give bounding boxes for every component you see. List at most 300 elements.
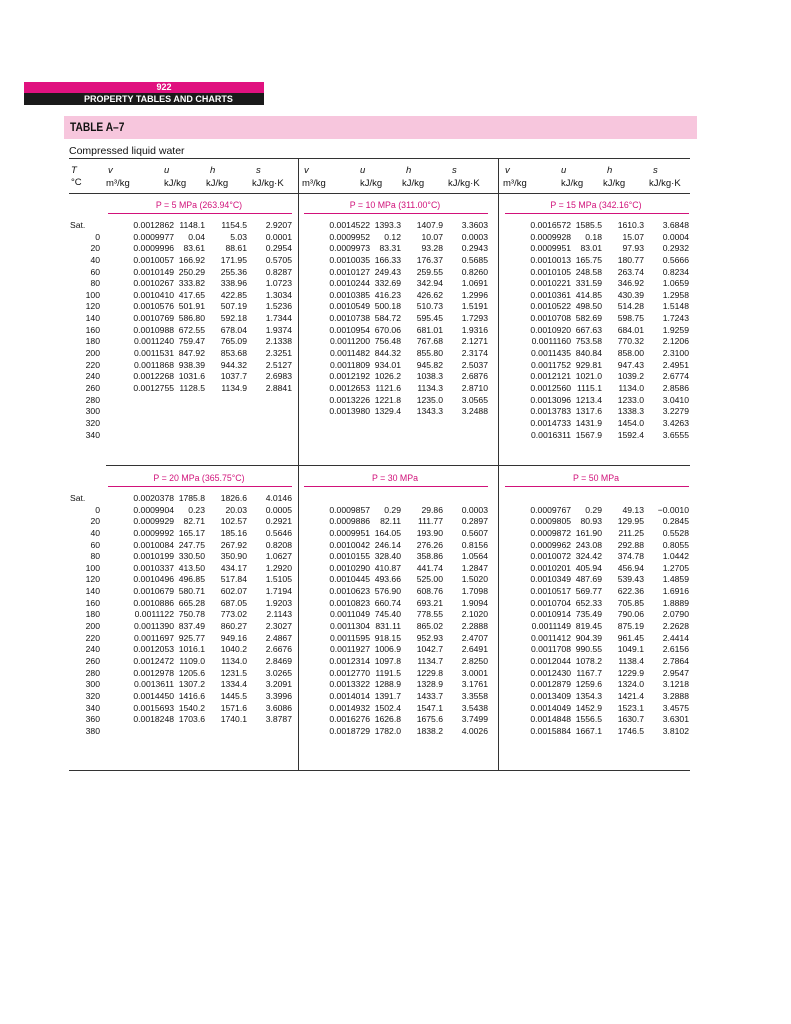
internal-energy-value [573,493,602,505]
internal-energy-column [573,220,602,441]
entropy-value: 1.5148 [662,301,689,312]
entropy-value: 1.2705 [662,562,689,573]
internal-energy-value [372,418,401,430]
entropy-column [646,220,689,441]
temperature-value: 320 [85,690,100,701]
temperature-value: 80 [90,278,100,289]
specific-volume-value: 0.0010623 [329,586,370,597]
specific-volume-value: 0.0011809 [330,359,370,370]
specific-volume-value [106,395,174,407]
specific-volume-value: 0.0010337 [133,562,174,573]
entropy-value: 2.8250 [461,655,488,666]
enthalpy-value: 358.86 [416,551,443,562]
column-separator [298,158,299,770]
internal-energy-value: 1167.7 [576,667,602,678]
header-s-unit: kJ/kg·K [252,178,284,189]
internal-energy-value: 413.50 [178,562,205,573]
header-h: h [210,165,216,176]
internal-energy-value: 1097.8 [374,655,401,666]
table-label: TABLE A–7 [70,120,125,134]
enthalpy-value: 1328.9 [416,679,443,690]
internal-energy-value: 0.12 [384,231,401,242]
internal-energy-value: 0.18 [585,231,602,242]
entropy-value: 0.0003 [461,504,488,515]
enthalpy-value: 858.00 [617,348,644,359]
section-divider-rule [106,465,690,466]
specific-volume-value: 0.0010105 [530,266,571,277]
table-bottom-rule [69,770,690,771]
header-h-unit: kJ/kg [402,178,425,189]
enthalpy-value: 1740.1 [220,714,247,725]
specific-volume-value: 0.0013980 [329,406,370,417]
enthalpy-value: 1523.1 [617,702,644,713]
entropy-column [646,493,689,737]
enthalpy-value: 88.61 [225,243,247,254]
specific-volume-value: 0.0011412 [531,632,571,643]
enthalpy-value: 1547.1 [416,702,443,713]
specific-volume-value [106,726,174,738]
entropy-value: 2.8710 [461,382,488,393]
internal-energy-value [176,726,205,738]
entropy-value: 2.6676 [265,644,292,655]
page-number: 922 [24,82,264,93]
temperature-value: 140 [85,586,100,597]
specific-volume-column [302,493,370,737]
table-title-bar [64,116,697,139]
enthalpy-value: 681.01 [416,324,443,335]
enthalpy-value: 1138.4 [618,655,644,666]
header-v: v [304,165,309,176]
specific-volume-value: 0.0009962 [530,539,571,550]
internal-energy-value: 246.14 [374,539,401,550]
specific-volume-value: 0.0011868 [134,359,174,370]
internal-energy-value: 417.65 [178,289,205,300]
enthalpy-value: 1037.7 [220,371,247,382]
specific-volume-value: 0.0010127 [329,266,370,277]
internal-energy-value: 1452.9 [575,702,602,713]
specific-volume-value: 0.0010361 [530,289,571,300]
enthalpy-value: 1610.3 [617,220,644,230]
specific-volume-value: 0.0011049 [330,609,370,620]
enthalpy-value: 592.18 [220,313,247,324]
entropy-value: 3.3558 [461,690,488,701]
specific-volume-value: 0.0014522 [329,220,370,230]
entropy-value [445,418,488,430]
entropy-value: 2.3174 [461,348,488,359]
entropy-value: 3.6086 [265,702,292,713]
enthalpy-value [207,430,247,442]
internal-energy-value: 1317.6 [575,406,602,417]
internal-energy-value: 1329.4 [374,406,401,417]
entropy-value: 0.8260 [461,266,488,277]
specific-volume-value: 0.0009886 [329,516,370,527]
entropy-value: 2.8841 [265,382,292,393]
header-s-unit: kJ/kg·K [448,178,480,189]
entropy-column [249,493,292,737]
specific-volume-value: 0.0009951 [329,527,370,538]
internal-energy-value [372,493,401,505]
header-h: h [406,165,412,176]
entropy-value: 0.8055 [662,539,689,550]
enthalpy-value: 342.94 [416,278,443,289]
internal-energy-value: 83.01 [580,243,602,254]
internal-energy-value: 929.81 [575,359,602,370]
specific-volume-value: 0.0010149 [133,266,174,277]
temperature-value: 160 [85,324,100,335]
enthalpy-value: 263.74 [617,266,644,277]
entropy-value: 0.2932 [662,243,689,254]
entropy-value: 2.9207 [265,220,292,230]
entropy-column [249,220,292,441]
specific-volume-value: 0.0013783 [530,406,571,417]
specific-volume-value [302,430,370,442]
header-h-unit: kJ/kg [206,178,229,189]
specific-volume-value: 0.0010349 [530,574,571,585]
enthalpy-value: 422.85 [220,289,247,300]
specific-volume-value: 0.0010517 [530,586,571,597]
specific-volume-column [302,220,370,441]
enthalpy-value: 1334.4 [220,679,247,690]
internal-energy-value: 1667.1 [575,725,602,736]
pressure-caption: P = 15 MPa (342.16°C) [550,200,642,210]
specific-volume-value: 0.0012192 [329,371,370,382]
entropy-value: 3.8787 [265,714,292,725]
internal-energy-value: 1626.8 [374,714,401,725]
entropy-value: 1.9094 [461,597,488,608]
specific-volume-column [503,220,571,441]
internal-energy-value: 1205.6 [178,667,205,678]
entropy-value: 2.4707 [461,632,488,643]
entropy-value: 3.2888 [662,690,689,701]
entropy-value: 3.6555 [662,429,689,440]
entropy-value: 0.8234 [662,266,689,277]
entropy-value: 3.0265 [265,667,292,678]
specific-volume-value: 0.0013096 [530,394,571,405]
specific-volume-value: 0.0012053 [133,644,174,655]
internal-energy-value: 938.39 [178,359,205,370]
specific-volume-value: 0.0010549 [329,301,370,312]
temperature-value: 380 [85,725,100,736]
specific-volume-value: 0.0011122 [134,609,174,620]
enthalpy-value: 111.77 [417,516,443,527]
entropy-value [249,406,292,418]
enthalpy-value: 171.95 [220,254,247,265]
enthalpy-value: 259.55 [416,266,443,277]
entropy-value: 0.5528 [662,527,689,538]
entropy-value: 0.8287 [265,266,292,277]
specific-volume-value: 0.0013322 [329,679,370,690]
internal-energy-value: 0.29 [384,504,401,515]
enthalpy-value: 441.74 [416,562,443,573]
entropy-value: 3.1218 [662,679,689,690]
internal-energy-value: 1078.2 [575,655,602,666]
header-s: s [653,165,658,176]
internal-energy-value: 660.74 [374,597,401,608]
pressure-caption: P = 30 MPa [371,473,419,483]
header-v-unit: m³/kg [106,178,130,189]
enthalpy-value: 456.94 [617,562,644,573]
temperature-value: 60 [90,539,100,550]
specific-volume-value: 0.0011149 [531,621,571,632]
internal-energy-value: 498.50 [575,301,602,312]
enthalpy-value [403,430,443,442]
internal-energy-value: 0.23 [188,504,205,515]
internal-energy-value: 328.40 [374,551,401,562]
temperature-value: 140 [85,313,100,324]
internal-energy-column [372,220,401,441]
enthalpy-value: 430.39 [617,289,644,300]
enthalpy-value: 185.16 [220,527,247,538]
temperature-value: 160 [85,597,100,608]
enthalpy-value: 595.45 [416,313,443,324]
specific-volume-value: 0.0011435 [531,348,571,359]
specific-volume-value: 0.0011160 [531,336,571,347]
enthalpy-value: 1231.5 [220,667,247,678]
internal-energy-value: 500.18 [374,301,401,312]
specific-volume-value: 0.0010823 [329,597,370,608]
internal-energy-value: 165.75 [575,254,602,265]
temperature-value: 40 [90,527,100,538]
entropy-value: 2.4867 [265,632,292,643]
temperature-value: 220 [85,632,100,643]
temperature-value: 340 [85,702,100,713]
internal-energy-value: 1121.6 [375,382,401,393]
enthalpy-column [604,493,644,737]
enthalpy-value: 945.82 [416,359,443,370]
enthalpy-value: 1445.5 [220,690,247,701]
internal-energy-value: 161.90 [575,527,602,538]
specific-volume-column [106,220,174,441]
enthalpy-value: 952.93 [416,632,443,643]
header-v: v [505,165,510,176]
internal-energy-value: 1785.8 [178,493,205,503]
enthalpy-value: 790.06 [617,609,644,620]
enthalpy-column [604,220,644,441]
entropy-value: 2.6983 [265,371,292,382]
specific-volume-value: 0.0012121 [530,371,571,382]
enthalpy-value: 693.21 [416,597,443,608]
specific-volume-value: 0.0012268 [133,371,174,382]
entropy-value [249,418,292,430]
entropy-value: 2.4414 [662,632,689,643]
internal-energy-value: 83.61 [183,243,205,254]
specific-volume-value: 0.0009928 [530,231,571,242]
enthalpy-value: 517.84 [220,574,247,585]
specific-volume-value: 0.0011240 [134,336,174,347]
enthalpy-value: 1343.3 [416,406,443,417]
temperature-value: 60 [90,266,100,277]
header-v-unit: m³/kg [302,178,326,189]
caption-rule [108,486,292,487]
specific-volume-value: 0.0010920 [530,324,571,335]
internal-energy-value: 1006.9 [374,644,401,655]
entropy-value [249,726,292,738]
internal-energy-value: 665.28 [178,597,205,608]
entropy-value: 0.2897 [461,516,488,527]
temperature-value: 120 [85,301,100,312]
internal-energy-value: 904.39 [575,632,602,643]
entropy-value: 0.2921 [265,516,292,527]
enthalpy-value: 338.96 [220,278,247,289]
temperature-value: Sat. [70,493,86,503]
enthalpy-value: 1630.7 [617,714,644,725]
enthalpy-value: 374.78 [617,551,644,562]
specific-volume-value: 0.0009952 [329,231,370,242]
enthalpy-value: 1838.2 [416,725,443,736]
entropy-value: 3.2279 [662,406,689,417]
enthalpy-value: 292.88 [617,539,644,550]
specific-volume-value: 0.0012560 [530,382,571,393]
enthalpy-value: 944.32 [220,359,247,370]
internal-energy-value: 487.69 [575,574,602,585]
internal-energy-value [176,430,205,442]
specific-volume-value [106,430,174,442]
entropy-value: 3.0001 [461,667,488,678]
internal-energy-value: 1556.5 [575,714,602,725]
enthalpy-value: 684.01 [617,324,644,335]
entropy-value [445,430,488,442]
internal-energy-value: 753.58 [575,336,602,347]
entropy-value: 2.6876 [461,371,488,382]
internal-energy-value [372,430,401,442]
entropy-value: 0.0004 [662,231,689,242]
enthalpy-value: 602.07 [220,586,247,597]
entropy-value: 2.2628 [662,621,689,632]
specific-volume-value: 0.0010914 [530,609,571,620]
internal-energy-value: 243.08 [575,539,602,550]
specific-volume-value: 0.0020378 [133,493,174,503]
temperature-value: 320 [85,417,100,428]
enthalpy-value [403,493,443,505]
enthalpy-value: 180.77 [617,254,644,265]
entropy-value: 2.3251 [265,348,292,359]
internal-energy-value: 405.94 [575,562,602,573]
specific-volume-value: 0.0010385 [329,289,370,300]
enthalpy-value: 1433.7 [416,690,443,701]
temperature-value: 280 [85,667,100,678]
entropy-value: 3.2091 [265,679,292,690]
internal-energy-value: 918.15 [374,632,401,643]
specific-volume-value: 0.0012862 [133,220,174,230]
specific-volume-value [302,418,370,430]
enthalpy-value: 687.05 [220,597,247,608]
entropy-value: 0.5705 [265,254,292,265]
internal-energy-value: 837.49 [178,621,205,632]
entropy-value: 0.8208 [265,539,292,550]
internal-energy-value: 840.84 [575,348,602,359]
enthalpy-value: 1233.0 [617,394,644,405]
entropy-value: 2.8586 [662,382,689,393]
enthalpy-value: 1407.9 [416,220,443,230]
internal-energy-value: 1540.2 [178,702,205,713]
specific-volume-value: 0.0018729 [329,725,370,736]
enthalpy-value: 1592.4 [617,429,644,440]
internal-energy-value: 990.55 [575,644,602,655]
pressure-caption: P = 20 MPa (365.75°C) [153,473,245,483]
specific-volume-value: 0.0013611 [134,679,174,690]
enthalpy-value: 514.28 [617,301,644,312]
caption-rule [505,486,689,487]
specific-volume-value: 0.0010290 [329,562,370,573]
enthalpy-value: 1038.3 [416,371,443,382]
header-v-unit: m³/kg [503,178,527,189]
specific-volume-value: 0.0009805 [530,516,571,527]
specific-volume-value: 0.0011531 [134,348,174,359]
enthalpy-value: 1338.3 [617,406,644,417]
temperature-value: 340 [85,429,100,440]
internal-energy-value: 667.63 [575,324,602,335]
internal-energy-value: 576.90 [374,586,401,597]
enthalpy-value: 510.73 [416,301,443,312]
entropy-value: 0.2943 [461,243,488,254]
temperature-value: 240 [85,644,100,655]
internal-energy-value: 1391.7 [374,690,401,701]
specific-volume-value: 0.0014014 [329,690,370,701]
specific-volume-value: 0.0010201 [530,562,571,573]
internal-energy-value: 844.32 [374,348,401,359]
enthalpy-value: 507.19 [220,301,247,312]
header-u-unit: kJ/kg [360,178,383,189]
temperature-value: 200 [85,348,100,359]
internal-energy-value: 569.77 [575,586,602,597]
specific-volume-value: 0.0010954 [329,324,370,335]
entropy-value: 3.1761 [461,679,488,690]
entropy-value: 0.5666 [662,254,689,265]
caption-rule [304,486,488,487]
header-h: h [607,165,613,176]
enthalpy-value: 855.80 [416,348,443,359]
enthalpy-value: 622.36 [617,586,644,597]
enthalpy-value: 1571.6 [220,702,247,713]
entropy-value: 2.9547 [662,667,689,678]
specific-volume-value: 0.0009973 [329,243,370,254]
enthalpy-value: 29.86 [421,504,443,515]
entropy-value: 1.7243 [662,313,689,324]
specific-volume-value: 0.0009872 [530,527,571,538]
specific-volume-value: 0.0010704 [530,597,571,608]
entropy-value [249,430,292,442]
specific-volume-value: 0.0009857 [329,504,370,515]
internal-energy-value: 247.75 [178,539,205,550]
entropy-value: 1.5020 [461,574,488,585]
running-title: PROPERTY TABLES AND CHARTS [24,93,264,105]
entropy-column [445,493,488,737]
internal-energy-value: 1567.9 [575,429,602,440]
entropy-value: 2.6491 [461,644,488,655]
enthalpy-value: 15.07 [622,231,644,242]
entropy-value: 1.0691 [461,278,488,289]
internal-energy-value: 745.40 [374,609,401,620]
entropy-value: 0.5685 [461,254,488,265]
specific-volume-value: 0.0011708 [531,644,571,655]
entropy-value: 2.6156 [662,644,689,655]
internal-energy-value: 331.59 [575,278,602,289]
enthalpy-value: 1421.4 [617,690,644,701]
specific-volume-value: 0.0013226 [329,394,370,405]
enthalpy-value: 97.93 [622,243,644,254]
header-bottom-rule [69,193,690,194]
enthalpy-value: 255.36 [220,266,247,277]
specific-volume-value: 0.0010886 [133,597,174,608]
internal-energy-value: 1431.9 [575,417,602,428]
entropy-value [646,493,689,505]
specific-volume-value: 0.0012755 [133,382,174,393]
internal-energy-value: 580.71 [178,586,205,597]
temperature-value: 100 [85,289,100,300]
enthalpy-value: 129.95 [617,516,644,527]
enthalpy-value: 1134.9 [221,382,247,393]
internal-energy-value: 819.45 [575,621,602,632]
